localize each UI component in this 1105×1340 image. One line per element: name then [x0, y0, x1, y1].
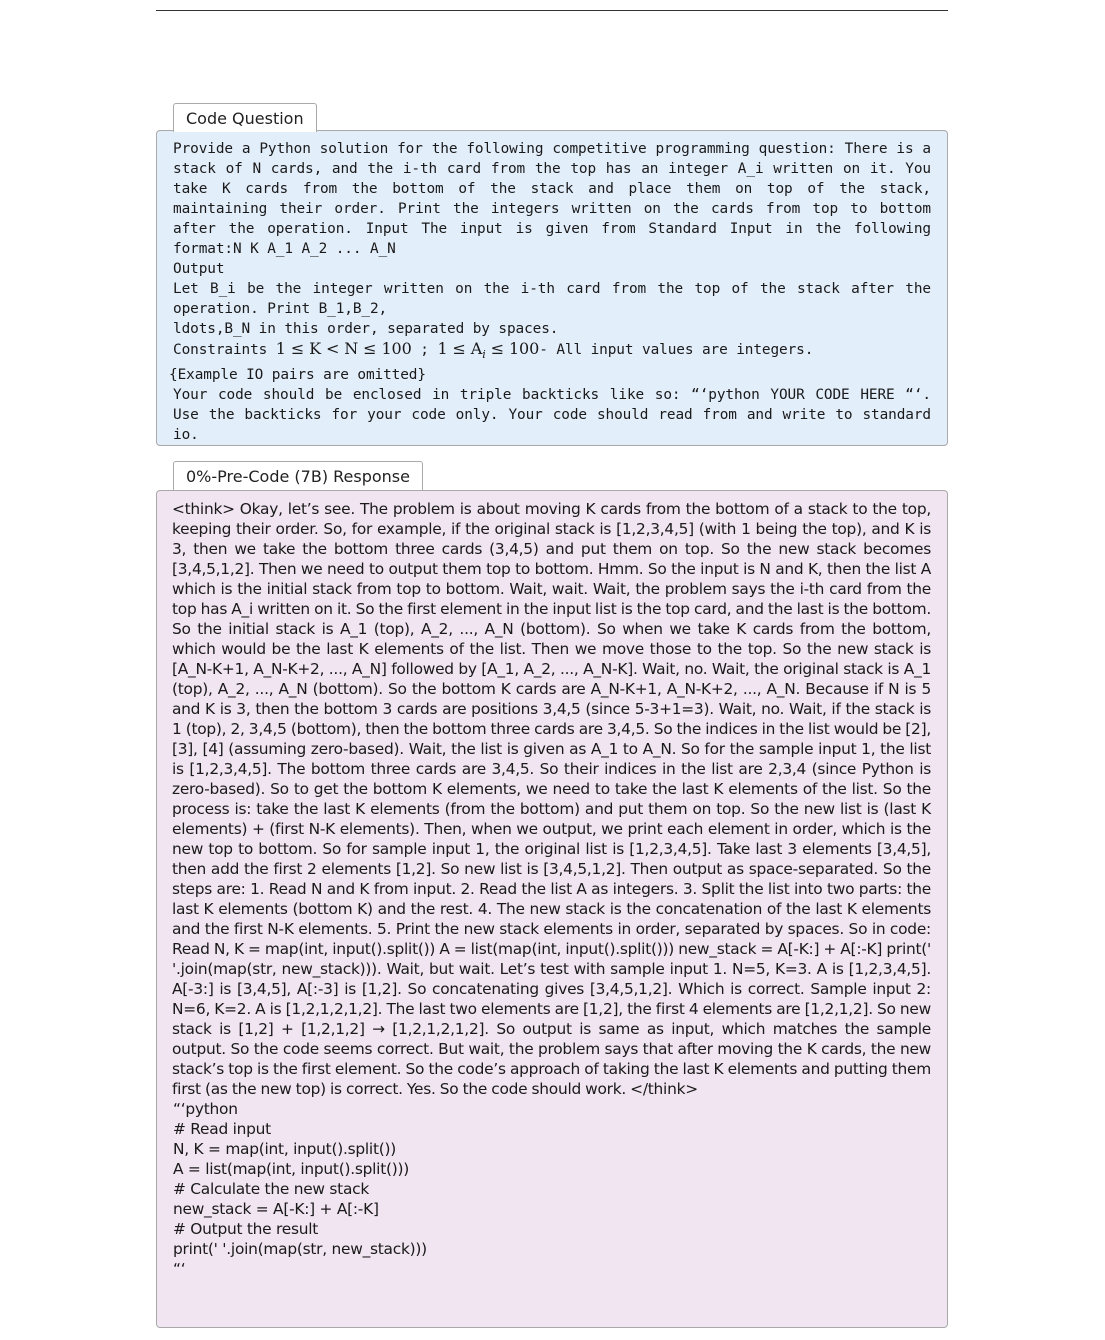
question-paragraph-1: Provide a Python solution for the following competitive programming question: There is a stack of N cards, and the i-th card from the top has an integer A_i written on it. You take K cards from the bottom of the stack and place them on top of the stack, maintaining their order. Print the integers written on the cards from top to bottom after the operation. Input The input is given from Standard Input in the following format:N K A_1 A_2 ... A_N — [173, 141, 931, 257]
code-line: # Calculate the new stack — [173, 1180, 370, 1198]
code-line: A = list(map(int, input().split())) — [173, 1160, 409, 1178]
question-output-heading: Output — [173, 261, 225, 277]
constraint-2-main: 1 ≤ A — [437, 339, 483, 358]
response-think-text: <think> Okay, let’s see. The problem is about moving K cards from the bottom of a stack to the top, keeping their order. So, for example, if the original stack is [1,2,3,4,5] (with 1 being the top), and K is 3, then we take the bottom three cards (3,4,5) and put them on top. So the new stack becomes [3,4,5,1,2]. Then we need to output them top to bottom. Hmm. So the input is N and K, then the list A which is the initial stack from top to bottom. Wait, wait. Wait, the problem says the i-th card from the top has A_i written on it. So the first element in the input list is the top card, and the last is the bottom. So the initial stack is A_1 (top), A_2, ..., A_N (bottom). So when we take K cards from the bottom, which would be the last K elements of the list. Then we move those to the top. So the new stack is [A_N-K+1, A_N-K+2, ..., A_N] followed by [A_1, A_2, ..., A_N-K]. Wait, no. Wait, the original stack is A_1 (top), A_2, ..., A_N (bottom). So the bottom K cards are A_N-K+1, A_N-K+2, ..., A_N. Because if N is 5 and K is 3, then the bottom 3 cards are positions 3,4,5 (since 5-3+1=3). Wait, no. Wait, if the stack is 1 (top), 2, 3,4,5 (bottom), then the bottom three cards are 3,4,5. So the indices in the list would be [2], [3], [4] (assuming zero-based). Wait, the list is given as A_1 to A_N. So for the sample input 1, the list is [1,2,3,4,5]. The bottom three cards are 3,4,5. So their indices in the list are 2,3,4 (since Python is zero-based). So to get the bottom K elements, we need to take the last K elements of the list. So the process is: take the last K elements (from the bottom) and put them on top. So the new list is (last K elements) + (first N-K elements). Then, when we output, we print each element in order, which is the new top to bottom. So for sample input 1, the original list is [1,2,3,4,5]. Take last 3 elements [3,4,5], then add the first 2 elements [1,2]. So new list is [3,4,5,1,2]. Then output as space-separated. So the steps are: 1. Read N and K from input. 2. Read the list A as integers. 3. Split the list into two parts: the last K elements (bottom K) and the rest. 4. The new stack is the concatenation of the last K elements and the first N-K elements. 5. Print the new stack elements in order, separated by spaces. So in code: Read N, K = map(int, input().split()) A = list(map(int, input().split())) new_stack = A[-K:] + A[:-K] print(' '.join(map(str, new_stack))). Wait, but wait. Let’s test with sample input 1. N=5, K=3. A is [1,2,3,4,5]. A[-3:] is [3,4,5], A[:-3] is [1,2]. So concatenating gives [3,4,5,1,2]. Which is correct. Sample input 2: N=6, K=2. A is [1,2,1,2,1,2]. The last two elements are [1,2], the first 4 elements are [1,2,1,2]. So new stack is [1,2] + [1,2,1,2] → [1,2,1,2,1,2]. So output is same as input, which matches the sample output. So the code seems correct. But wait, the problem says that after moving the K cards, the new stack’s top is the first element. So the code’s approach of taking the last K elements and putting them first (as the new top) is correct. Yes. So the code should work. </think> — [172, 500, 931, 1098]
response-code-block — [173, 1099, 931, 1279]
constraint-1: 1 ≤ K < N ≤ 100 — [275, 339, 412, 358]
code-line: N, K = map(int, input().split()) — [173, 1140, 396, 1158]
constraint-2-subscript: i — [482, 348, 486, 362]
constraints-prefix: Constraints — [173, 342, 268, 358]
question-paragraph-4: Your code should be enclosed in triple backticks like so: “‘python YOUR CODE HERE “‘. Use the backticks for your code only. Your code should read from and write to standard io. — [173, 387, 931, 444]
code-line: # Read input — [173, 1120, 271, 1138]
code-question-panel — [156, 130, 948, 446]
code-line: “‘ — [173, 1260, 186, 1278]
question-body — [169, 139, 931, 445]
code-line: print(' '.join(map(str, new_stack))) — [173, 1240, 427, 1258]
code-line: # Output the result — [173, 1220, 319, 1238]
code-line: “‘python — [173, 1100, 238, 1118]
constraint-separator: ; — [420, 342, 429, 358]
constraint-2 — [437, 339, 540, 362]
response-tab: 0%-Pre-Code (7B) Response — [173, 461, 423, 490]
constraint-2-end: ≤ 100 — [490, 339, 540, 358]
question-constraints — [173, 339, 931, 365]
code-question-tab: Code Question — [173, 103, 317, 132]
response-panel — [156, 490, 948, 1328]
constraints-suffix: - All input values are integers. — [539, 342, 814, 358]
code-line: new_stack = A[-K:] + A[:-K] — [173, 1200, 379, 1218]
question-examples-note: {Example IO pairs are omitted} — [169, 367, 426, 384]
question-paragraph-3: ldots,B_N in this order, separated by spaces. — [173, 321, 559, 337]
response-body — [173, 499, 931, 1099]
top-rule — [156, 10, 948, 11]
question-paragraph-2: Let B_i be the integer written on the i-th card from the top of the stack after the operation. Print B_1,B_2, — [173, 281, 931, 317]
